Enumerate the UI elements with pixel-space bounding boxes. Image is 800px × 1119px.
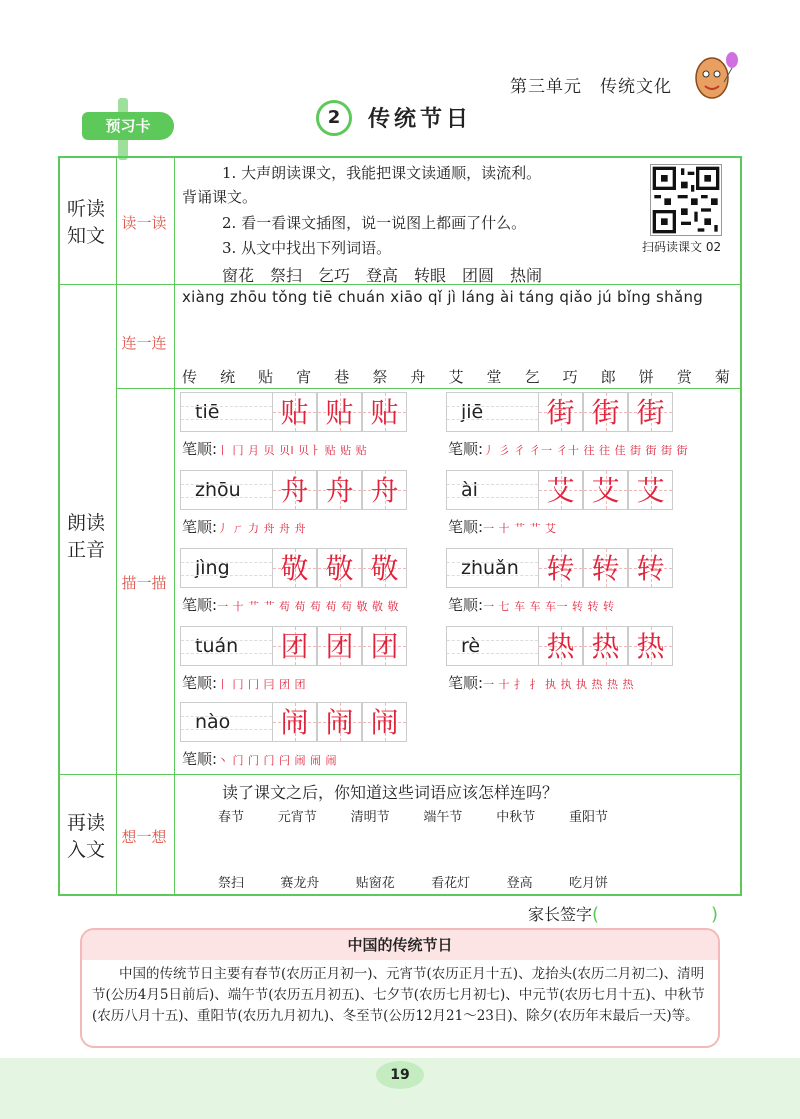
connect-char: 乞 xyxy=(524,368,540,386)
trace-pinyin: jìng xyxy=(180,548,272,588)
festival-item: 重阳节 xyxy=(568,810,608,825)
trace-char-box[interactable] xyxy=(583,392,628,432)
trace-char-box[interactable] xyxy=(272,626,317,666)
stroke-sequence: 丨 冂 月 贝 贝l 贝ㅏ 贴 贴 贴 xyxy=(217,444,368,457)
trace-char-box[interactable] xyxy=(272,548,317,588)
lesson-title: 传统节日 xyxy=(368,106,473,132)
stroke-order xyxy=(448,516,557,537)
connect-char: 巧 xyxy=(562,368,578,386)
info-box xyxy=(80,928,720,1048)
stroke-order xyxy=(182,438,367,459)
parent-signature xyxy=(528,902,718,925)
trace-card xyxy=(446,626,674,666)
stroke-label: 笔顺: xyxy=(182,518,218,536)
connect-char: 巷 xyxy=(334,368,350,386)
trace-char: 团 xyxy=(370,630,399,663)
trace-char-box[interactable] xyxy=(628,392,673,432)
connect-char: 饼 xyxy=(638,368,654,386)
lesson-number-badge: 2 xyxy=(316,100,352,136)
stroke-label: 笔顺: xyxy=(182,596,218,614)
trace-char: 街 xyxy=(591,396,620,429)
stroke-sequence: 一 七 车 车 车一 转 转 转 xyxy=(483,600,615,613)
trace-card xyxy=(180,702,408,742)
preview-card-tag: 预习卡 xyxy=(82,112,174,140)
trace-char-box[interactable] xyxy=(583,548,628,588)
stroke-label: 笔顺: xyxy=(448,596,484,614)
mascot-icon xyxy=(690,48,740,103)
trace-char-box[interactable] xyxy=(583,470,628,510)
stroke-order xyxy=(182,516,306,537)
info-title: 中国的传统节日 xyxy=(82,930,718,960)
connect-char: 郎 xyxy=(600,368,616,386)
stroke-label: 笔顺: xyxy=(448,440,484,458)
trace-char: 转 xyxy=(546,552,575,585)
trace-card xyxy=(446,470,674,510)
festival-item: 元宵节 xyxy=(277,810,317,825)
connect-char: 菊 xyxy=(714,368,730,386)
stroke-order xyxy=(182,594,399,615)
trace-char: 贴 xyxy=(325,396,354,429)
trace-char-box[interactable] xyxy=(272,392,317,432)
qr-caption: 扫码读课文 02 xyxy=(642,240,722,254)
trace-char: 敬 xyxy=(370,552,399,585)
trace-char: 艾 xyxy=(546,474,575,507)
trace-char-box[interactable] xyxy=(362,392,407,432)
trace-char: 舟 xyxy=(325,474,354,507)
trace-char-box[interactable] xyxy=(538,392,583,432)
stroke-sequence: 丨 冂 冂 冃 团 团 xyxy=(217,678,307,691)
connect-char-row xyxy=(182,366,730,387)
stroke-label: 笔顺: xyxy=(182,750,218,768)
trace-char: 敬 xyxy=(325,552,354,585)
custom-item: 看花灯 xyxy=(431,876,471,891)
trace-char-box[interactable] xyxy=(317,548,362,588)
stroke-order xyxy=(182,748,337,769)
trace-char: 团 xyxy=(280,630,309,663)
trace-pinyin: zhuǎn xyxy=(446,548,538,588)
signature-label: 家长签字 xyxy=(528,905,593,924)
connect-char: 堂 xyxy=(486,368,502,386)
stroke-order xyxy=(448,594,615,615)
trace-char-box[interactable] xyxy=(317,392,362,432)
trace-pinyin: tiē xyxy=(180,392,272,432)
trace-char: 舟 xyxy=(280,474,309,507)
stroke-label: 笔顺: xyxy=(448,674,484,692)
stroke-order xyxy=(448,438,688,459)
custom-item: 祭扫 xyxy=(218,876,245,891)
trace-char-box[interactable] xyxy=(362,548,407,588)
trace-char: 艾 xyxy=(636,474,665,507)
trace-pinyin: jiē xyxy=(446,392,538,432)
read-item-1-cont: 背诵课文。 xyxy=(182,188,258,206)
trace-char: 艾 xyxy=(591,474,620,507)
think-prompt: 读了课文之后，你知道这些词语应该怎样连吗？ xyxy=(222,783,559,802)
festival-item: 春节 xyxy=(218,810,245,825)
read-item-1: 1. 大声朗读课文，我能把课文读通顺，读流利。 xyxy=(222,164,542,182)
trace-char: 闹 xyxy=(325,706,354,739)
festival-item: 端午节 xyxy=(423,810,463,825)
trace-char: 贴 xyxy=(280,396,309,429)
trace-char-box[interactable] xyxy=(628,470,673,510)
trace-char-box[interactable] xyxy=(272,470,317,510)
trace-char: 热 xyxy=(546,630,575,663)
stroke-order xyxy=(182,672,306,693)
connect-char: 舟 xyxy=(410,368,426,386)
connect-char: 赏 xyxy=(676,368,692,386)
trace-char: 闹 xyxy=(280,706,309,739)
trace-char: 敬 xyxy=(280,552,309,585)
stroke-sequence: 丶 门 门 门 闩 闹 闹 闹 xyxy=(217,754,338,767)
connect-char: 宵 xyxy=(296,368,312,386)
trace-char-box[interactable] xyxy=(628,548,673,588)
trace-char: 闹 xyxy=(370,706,399,739)
trace-char: 舟 xyxy=(370,474,399,507)
unit-heading: 第三单元 传统文化 xyxy=(510,77,672,97)
trace-card xyxy=(446,548,674,588)
trace-card xyxy=(180,626,408,666)
trace-char: 热 xyxy=(636,630,665,663)
connect-char: 统 xyxy=(220,368,236,386)
custom-item: 登高 xyxy=(506,876,533,891)
trace-char-box[interactable] xyxy=(362,470,407,510)
festival-row xyxy=(218,806,608,825)
trace-pinyin: ài xyxy=(446,470,538,510)
stroke-sequence: 丿 彡 彳 彳一 彳十 往 往 佳 街 街 街 街 xyxy=(483,444,689,457)
stroke-sequence: 丿 ㄏ 力 舟 舟 舟 xyxy=(217,522,307,535)
stroke-sequence: 一 十 扌 扌 执 执 执 热 热 热 xyxy=(483,678,635,691)
section-label-listen: 听读 知文 xyxy=(66,198,105,247)
trace-char-box[interactable] xyxy=(272,702,317,742)
trace-char-box[interactable] xyxy=(317,626,362,666)
trace-char: 街 xyxy=(546,396,575,429)
trace-char: 转 xyxy=(591,552,620,585)
sub-label-trace: 描一描 xyxy=(121,574,167,592)
trace-char-box[interactable] xyxy=(538,548,583,588)
stroke-label: 笔顺: xyxy=(182,674,218,692)
trace-card xyxy=(180,548,408,588)
signature-close: ) xyxy=(711,904,719,925)
signature-open: ( xyxy=(592,904,600,925)
trace-pinyin: rè xyxy=(446,626,538,666)
stroke-label: 笔顺: xyxy=(182,440,218,458)
trace-card xyxy=(180,470,408,510)
trace-char: 热 xyxy=(591,630,620,663)
trace-char-box[interactable] xyxy=(583,626,628,666)
stroke-label: 笔顺: xyxy=(448,518,484,536)
custom-item: 赛龙舟 xyxy=(280,876,320,891)
connect-char: 传 xyxy=(182,368,198,386)
sub-label-think: 想一想 xyxy=(121,828,167,846)
festival-item: 清明节 xyxy=(350,810,390,825)
qr-code-icon[interactable] xyxy=(650,164,722,236)
connect-char: 艾 xyxy=(448,368,464,386)
trace-pinyin: nào xyxy=(180,702,272,742)
section-label-reread: 再读 入文 xyxy=(66,812,105,861)
connect-pinyin-row: xiàng zhōu tǒng tiē chuán xiāo qǐ jì láng ài táng qiǎo jú bǐng shǎng xyxy=(182,288,704,306)
trace-card xyxy=(446,392,674,432)
trace-char: 团 xyxy=(325,630,354,663)
read-item-3: 3. 从文中找出下列词语。 xyxy=(222,239,392,257)
sub-label-read: 读一读 xyxy=(121,214,167,232)
section-label-pronounce: 朗读 正音 xyxy=(66,512,105,561)
trace-pinyin: zhōu xyxy=(180,470,272,510)
trace-char-box[interactable] xyxy=(317,702,362,742)
festival-item: 中秋节 xyxy=(496,810,536,825)
trace-card xyxy=(180,392,408,432)
page-number: 19 xyxy=(376,1061,424,1089)
word-list: 窗花 祭扫 乞巧 登高 转眼 团圆 热闹 xyxy=(222,266,543,285)
info-body: 中国的传统节日主要有春节(农历正月初一)、元宵节(农历正月十五)、龙抬头(农历二月初二)、清明节(公历4月5日前后)、端午节(农历五月初五)、七夕节(农历七月初七)、中元节(农历七月十五)、中秋节(农历八月十五)、重阳节(农历九月初九)、冬至节(公历12月21～23日)、除夕(农历年末最后一天)等。 xyxy=(92,966,705,1024)
read-item-2: 2. 看一看课文插图，说一说图上都画了什么。 xyxy=(222,214,527,232)
stroke-order xyxy=(448,672,634,693)
trace-char-box[interactable] xyxy=(317,470,362,510)
custom-item: 贴窗花 xyxy=(355,876,395,891)
trace-char: 转 xyxy=(636,552,665,585)
trace-char-box[interactable] xyxy=(362,702,407,742)
connect-char: 祭 xyxy=(372,368,388,386)
connect-char: 贴 xyxy=(258,368,274,386)
trace-char-box[interactable] xyxy=(362,626,407,666)
trace-char-box[interactable] xyxy=(538,626,583,666)
custom-row xyxy=(218,872,608,891)
custom-item: 吃月饼 xyxy=(568,876,608,891)
stroke-sequence: 一 十 艹 艹 苟 苟 苟 苟 苟 敬 敬 敬 xyxy=(217,600,400,613)
trace-char: 街 xyxy=(636,396,665,429)
trace-char-box[interactable] xyxy=(538,470,583,510)
sub-label-connect: 连一连 xyxy=(121,334,167,352)
trace-pinyin: tuán xyxy=(180,626,272,666)
stroke-sequence: 一 十 艹 艹 艾 xyxy=(483,522,557,535)
trace-char: 贴 xyxy=(370,396,399,429)
trace-char-box[interactable] xyxy=(628,626,673,666)
